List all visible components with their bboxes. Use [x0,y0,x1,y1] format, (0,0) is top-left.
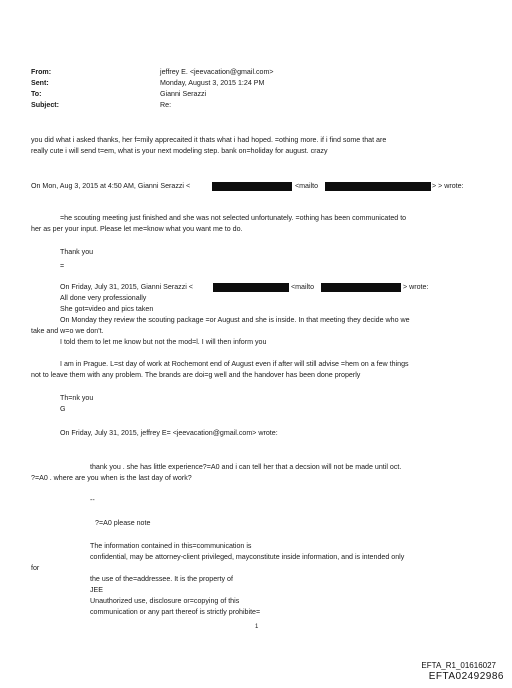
sent-value: Monday, August 3, 2015 1:24 PM [160,79,265,87]
body-line: She got=video and pics taken [60,305,154,313]
redaction-bar [213,283,289,292]
body-line: I told them to let me know but not the mod=l. I will then inform you [60,338,267,346]
disclaimer-line: the use of the=addressee. It is the property of [90,575,233,583]
from-label: From: [31,68,52,76]
body-line: I am in Prague. L=st day of work at Rochemont end of August even if after will still advise =hem on a few things [60,360,409,368]
note-line: ?=A0 please note [95,519,151,527]
redaction-bar [325,182,431,191]
sent-label: Sent: [31,79,49,87]
disclaimer-line: Unauthorized use, disclosure or=copying of this [90,597,240,605]
document-id-efta: EFTA02492986 [428,671,504,682]
body-line: thank you . she has little experience?=A0 and i can tell her that a decsion will not be made until oct. [90,463,402,471]
body-line: really cute i will send t=em, what is your next modeling step. bank on=holiday for august. crazy [31,147,328,155]
separator-dashes: -- [90,496,95,504]
signoff-initial: G [60,405,66,413]
body-line: you did what i asked thanks, her f=mily apprecaited it thats what i had hoped. =othing more. if i find some that are [31,136,387,144]
disclaimer-line: confidential, may be attorney-client privileged, mayconstitute inside information, and is intended only [90,553,405,561]
body-line: take and w=o we don't. [31,327,104,335]
subject-value: Re: [160,101,172,109]
body-line: = [60,262,65,270]
signoff: Thank you [60,248,94,256]
disclaimer-line: The information contained in this=communication is [90,542,252,550]
quote-header-wrote: > > wrote: [432,182,464,190]
quote-header: On Friday, July 31, 2015, jeffrey E= <jeevacation@gmail.com> wrote: [60,429,278,437]
quote-header: On Friday, July 31, 2015, Gianni Serazzi < [60,283,193,291]
body-line: =he scouting meeting just finished and she was not selected unfortunately. =othing has been communicated to [60,214,407,222]
disclaimer-line: JEE [90,586,104,594]
body-line: ?=A0 . where are you when is the last day of work? [31,474,192,482]
quote-header-wrote: > wrote: [403,283,429,291]
body-line: her as per your input. Please let me=know what you want me to do. [31,225,243,233]
document-id-r1: EFTA_R1_01616027 [421,661,496,670]
body-line: All done very professionally [60,294,147,302]
to-value: Gianni Serazzi [160,90,207,98]
to-label: To: [31,90,42,98]
disclaimer-line: communication or any part thereof is strictly prohibite= [90,608,261,616]
disclaimer-line: for [31,564,40,572]
subject-label: Subject: [31,101,59,109]
quote-header-mailto: <mailto [295,182,319,190]
body-line: not to leave them with any problem. The brands are doi=g well and the handover has been done properly [31,371,361,379]
redaction-bar [212,182,292,191]
quote-header-mailto: <mailto [291,283,315,291]
page-number: 1 [255,624,259,630]
quote-header: On Mon, Aug 3, 2015 at 4:50 AM, Gianni Serazzi < [31,182,191,190]
from-value: jeffrey E. <jeevacation@gmail.com> [160,68,274,76]
body-line: On Monday they review the scouting package =or August and she is inside. In that meeting they decide who we [60,316,410,324]
signoff: Th=nk you [60,394,94,402]
redaction-bar [321,283,401,292]
